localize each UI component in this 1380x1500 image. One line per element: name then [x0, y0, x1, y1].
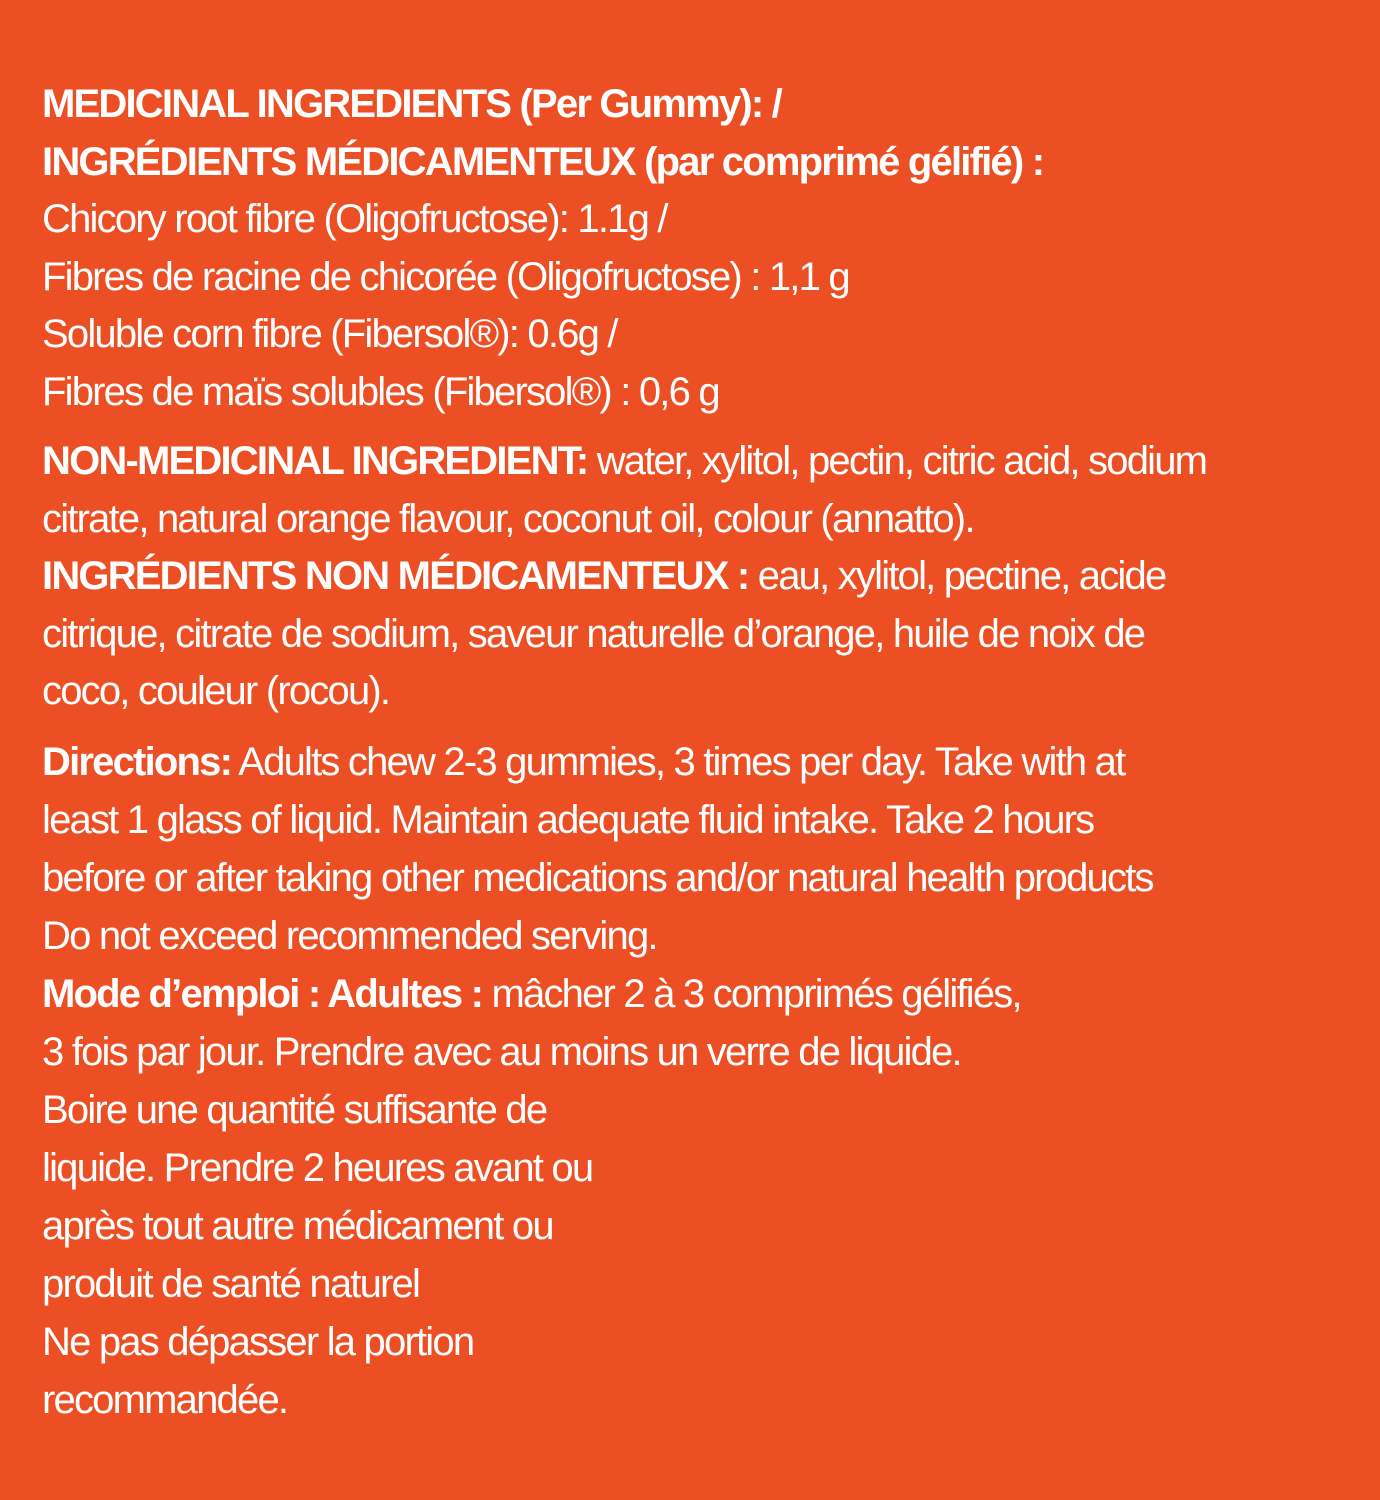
medicinal-item-4: Fibres de maïs solubles (Fibersol®) : 0,6 g	[42, 369, 719, 414]
directions-fr-line-5: après tout autre médicament ou	[42, 1203, 553, 1248]
directions-fr-line-8: recommandée.	[42, 1377, 288, 1422]
non-medicinal-en-line-1	[42, 433, 1362, 491]
non-medicinal-fr-label: INGRÉDIENTS NON MÉDICAMENTEUX :	[42, 554, 749, 598]
section-spacer	[42, 721, 1362, 733]
non-medicinal-fr-line-3: coco, couleur (rocou).	[42, 669, 390, 713]
medicinal-item-1: Chicory root fibre (Oligofructose): 1.1g /	[42, 197, 667, 241]
non-medicinal-en-text-1: water, xylitol, pectin, citric acid, sodium	[587, 439, 1207, 483]
directions-fr-line-3: Boire une quantité suffisante de	[42, 1087, 547, 1132]
non-medicinal-fr-line-2: citrique, citrate de sodium, saveur naturelle d’orange, huile de noix de	[42, 611, 1145, 656]
directions-en-text-1: Adults chew 2-3 gummies, 3 times per day. Take with at	[231, 739, 1125, 784]
directions-en-line-4: Do not exceed recommended serving.	[42, 913, 657, 958]
directions-en-line-1	[42, 733, 1362, 791]
medicinal-heading-en: MEDICINAL INGREDIENTS (Per Gummy): /	[42, 82, 781, 126]
directions-fr-line-6: produit de santé naturel	[42, 1261, 420, 1306]
directions-en-line-3: before or after taking other medications and/or natural health products	[42, 855, 1153, 900]
directions-fr-label: Mode d’emploi : Adultes :	[42, 971, 483, 1016]
non-medicinal-en-line-2: citrate, natural orange flavour, coconut oil, colour (annatto).	[42, 496, 974, 541]
medicinal-item-3: Soluble corn fibre (Fibersol®): 0.6g /	[42, 312, 617, 356]
non-medicinal-fr-text-1: eau, xylitol, pectine, acide	[748, 554, 1166, 598]
directions-en-line-2: least 1 glass of liquid. Maintain adequate fluid intake. Take 2 hours	[42, 797, 1094, 842]
directions-fr-line-7: Ne pas dépasser la portion	[42, 1319, 474, 1364]
directions-section	[42, 733, 1362, 1429]
ingredients-label-panel	[42, 76, 1362, 1429]
non-medicinal-section	[42, 433, 1362, 721]
section-spacer	[42, 421, 1362, 433]
medicinal-ingredients-section	[42, 76, 1362, 421]
directions-fr-text-1: mâcher 2 à 3 comprimés gélifiés,	[482, 971, 1021, 1016]
directions-fr-line-4: liquide. Prendre 2 heures avant ou	[42, 1145, 593, 1190]
medicinal-heading-fr: INGRÉDIENTS MÉDICAMENTEUX (par comprimé gélifié) :	[42, 139, 1044, 184]
directions-fr-line-1	[42, 965, 1362, 1023]
medicinal-item-2: Fibres de racine de chicorée (Oligofructose) : 1,1 g	[42, 254, 849, 299]
directions-en-label: Directions:	[42, 739, 232, 784]
non-medicinal-en-label: NON-MEDICINAL INGREDIENT:	[42, 439, 588, 483]
directions-fr-line-2: 3 fois par jour. Prendre avec au moins un verre de liquide.	[42, 1029, 961, 1074]
non-medicinal-fr-line-1	[42, 548, 1362, 606]
